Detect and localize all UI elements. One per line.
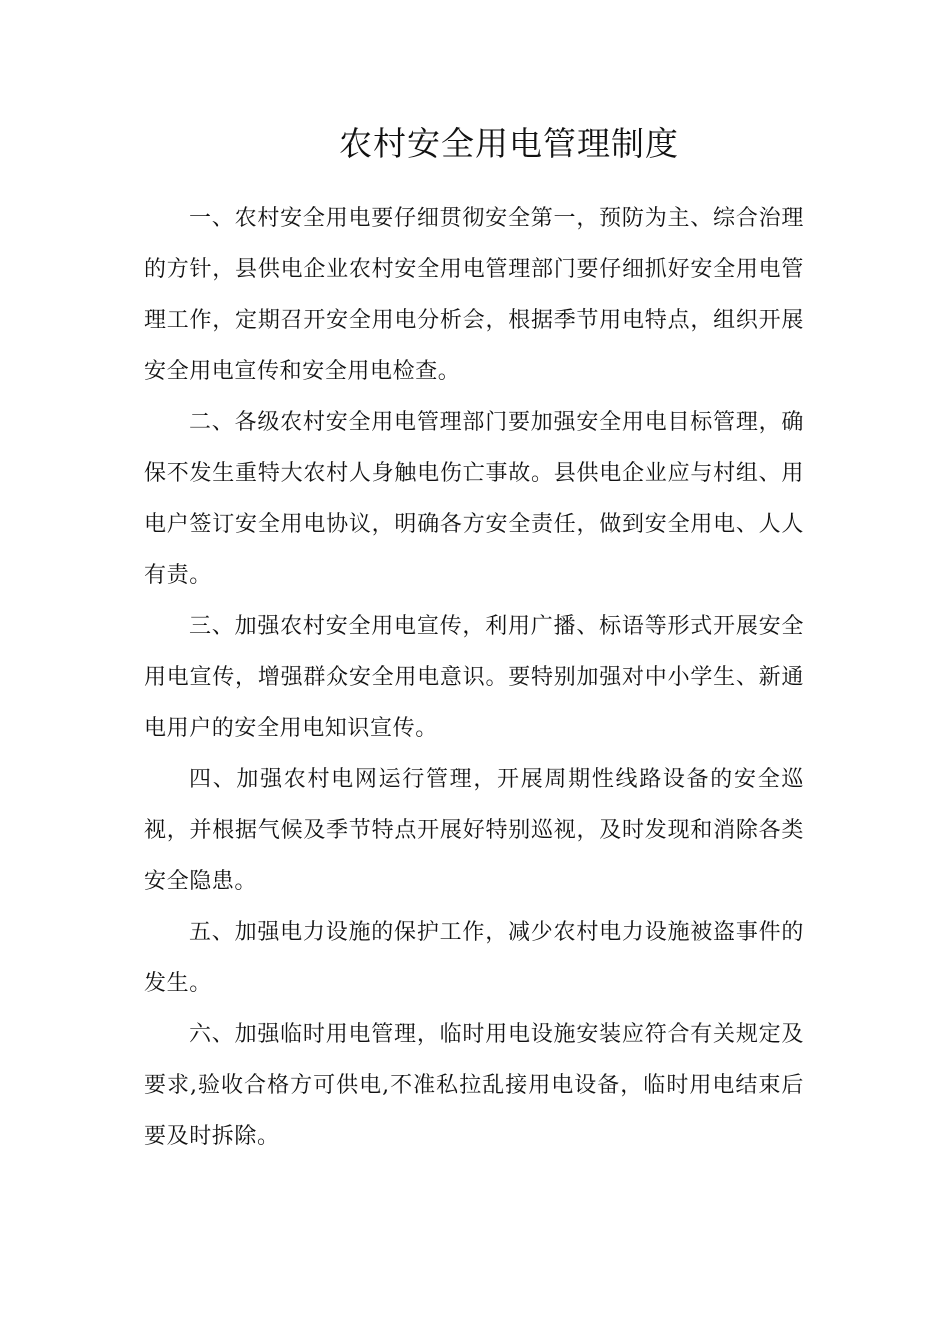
paragraph-3: 三、加强农村安全用电宣传，利用广播、标语等形式开展安全用电宣传，增强群众安全用电意识。要特别加强对中小学生、新通电用户的安全用电知识宣传。: [144, 614, 804, 741]
paragraph-6: 六、加强临时用电管理，临时用电设施安装应符合有关规定及要求,验收合格方可供电,不准私拉乱接用电设备，临时用电结束后要及时拆除。: [144, 1022, 804, 1149]
document-title: 农村安全用电管理制度: [339, 124, 679, 163]
paragraph-4: 四、加强农村电网运行管理，开展周期性线路设备的安全巡视，并根据气候及季节特点开展好特别巡视，及时发现和消除各类安全隐患。: [144, 767, 804, 894]
paragraph-2: 二、各级农村安全用电管理部门要加强安全用电目标管理，确保不发生重特大农村人身触电伤亡事故。县供电企业应与村组、用电户签订安全用电协议，明确各方安全责任，做到安全用电、人人有责。: [144, 410, 804, 588]
document-body: [144, 193, 804, 1162]
paragraph-5: 五、加强电力设施的保护工作，减少农村电力设施被盗事件的发生。: [144, 920, 804, 996]
paragraph-1: 一、农村安全用电要仔细贯彻安全第一，预防为主、综合治理的方针，县供电企业农村安全用电管理部门要仔细抓好安全用电管理工作，定期召开安全用电分析会，根据季节用电特点，组织开展安全用电宣传和安全用电检查。: [144, 206, 804, 384]
